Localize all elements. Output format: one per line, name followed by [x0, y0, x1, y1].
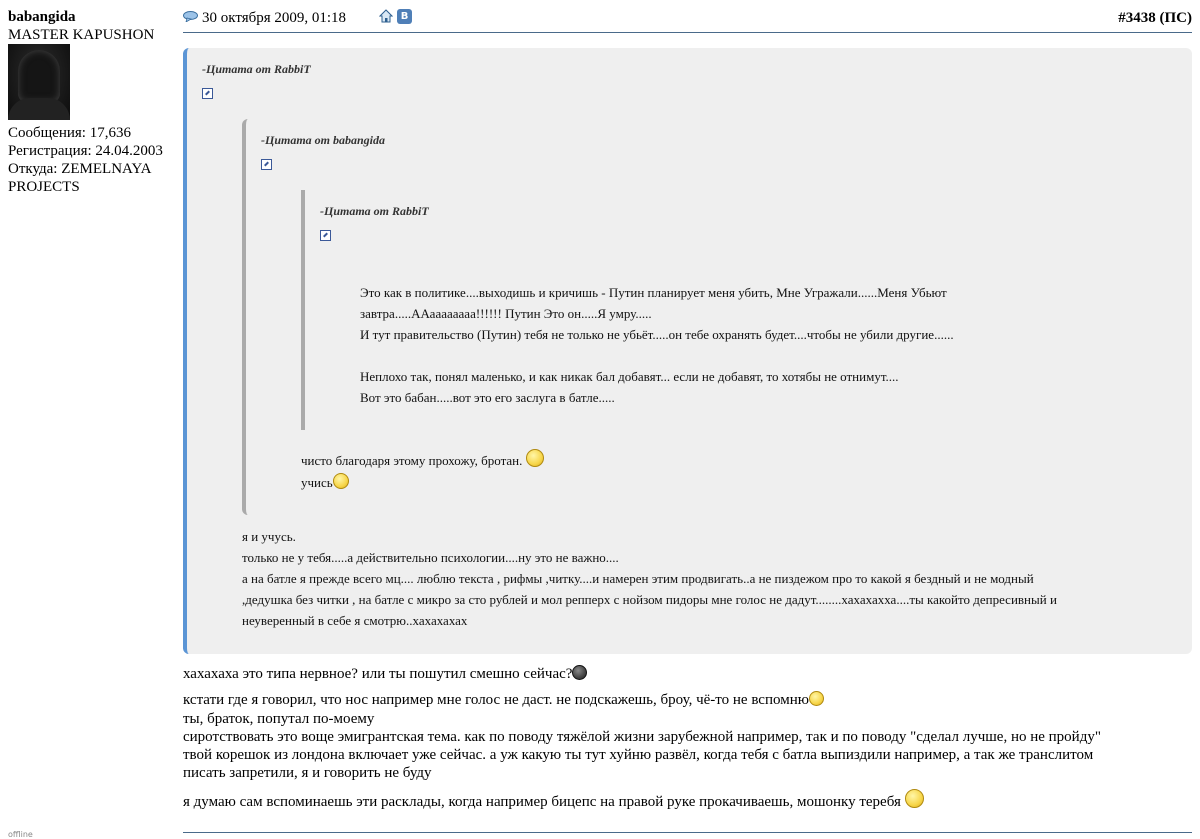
reply-text: ты, браток, попутал по-моему [183, 711, 375, 727]
reply-line [183, 691, 824, 709]
avatar[interactable] [8, 44, 70, 120]
quote-middle-author: -Цитата от babangida [261, 133, 386, 147]
quote-inner-author: -Цитата от RabbiT [320, 204, 429, 218]
confused-smiley-icon [809, 691, 824, 706]
post-separator [183, 832, 1192, 833]
goto-quote-icon[interactable] [320, 230, 331, 241]
post-header [183, 8, 1192, 33]
quote-outer-line: ,дедушка без читки , на батле с микро за сто рублей и мол репперх с нойзом пидоры мне голос не дадут........хахахахха....ты какойто депресивный и [242, 592, 1057, 607]
quote-outer-line: только не у тебя.....а действительно психологии....ну это не важно.... [242, 550, 619, 565]
reply-text: хахахаха это типа нервное? или ты пошутил смешно сейчас? [183, 666, 573, 682]
user-registered: Регистрация: 24.04.2003 [8, 143, 163, 159]
user-location: Откуда: ZEMELNAYA [8, 161, 152, 177]
reply-line [183, 789, 924, 811]
quote-outer-line: я и учусь. [242, 529, 296, 544]
user-status: offline [8, 830, 33, 839]
reply-line [183, 665, 587, 683]
quote-inner-line: И тут правительство (Путин) тебя не только не убьёт.....он тебе охранять будет....чтобы не убили другие...... [360, 327, 954, 342]
home-icon[interactable] [379, 9, 393, 23]
avatar-hood [18, 50, 60, 102]
post-date: 30 октября 2009, 01:18 [202, 10, 347, 26]
reply-text: я думаю сам вспоминаешь эти расклады, когда например бицепс на правой руке прокачиваешь, мошонку теребя [183, 794, 901, 810]
blank-line [360, 345, 954, 366]
post-number-value[interactable]: #3438 [1118, 10, 1156, 26]
private-message-link[interactable]: ПС [1164, 10, 1187, 26]
quote-middle-line: учись [301, 475, 333, 490]
quote-outer-author: -Цитата от RabbiT [202, 62, 311, 76]
wave-smiley-icon [526, 449, 544, 467]
speech-bubble-icon [183, 11, 198, 22]
quote-outer-line: а на батле я прежде всего мц.... люблю текста , рифмы ,читку....и намерен этим продвигать..а не пиздежом про то какой я бездный и не модный [242, 571, 1034, 586]
pointing-smiley-icon [333, 473, 349, 489]
grin-smiley-icon [572, 665, 587, 680]
quote-outer-text [242, 526, 1057, 631]
reply-text: писать запретили, я и говорить не буду [183, 765, 432, 781]
quote-outer-line: неуверенный в себе я смотрю..хахахахах [242, 613, 468, 628]
quote-inner-line: завтра.....ААаааааааа!!!!!! Путин Это он.....Я умру..... [360, 306, 652, 321]
user-rank: MASTER KAPUSHON [8, 27, 155, 43]
user-post-count: Сообщения: 17,636 [8, 125, 131, 141]
quote-inner-text [360, 282, 954, 408]
avatar-shoulders [8, 98, 70, 120]
user-info [8, 8, 180, 196]
quote-inner [301, 190, 307, 430]
username[interactable]: babangida [8, 9, 76, 25]
goto-quote-icon[interactable] [202, 88, 213, 99]
user-location-cont: PROJECTS [8, 179, 80, 195]
quote-middle-text [301, 449, 544, 494]
wave-smiley-icon [905, 789, 924, 808]
quote-inner-line: Неплохо так, понял маленько, и как никак бал добавят... если не добавят, то хотябы не отнимут.... [360, 369, 899, 384]
post-number[interactable]: #3438 (ПС) [1118, 10, 1192, 26]
quote-inner-line: Это как в политике....выходишь и кричишь - Путин планирует меня убить, Мне Угражали......Меня Убьют [360, 285, 947, 300]
goto-quote-icon[interactable] [261, 159, 272, 170]
reply-text: сиротствовать это воще эмигрантская тема. как по поводу тяжёлой жизни зарубежной например, так и по поводу "сделал лучше, но не пройду" [183, 729, 1101, 745]
quote-middle-line: чисто благодаря этому прохожу, бротан. [301, 453, 523, 468]
reply-text: кстати где я говорил, что нос например мне голос не даст. не подскажешь, броу, чё-то не вспомню [183, 692, 809, 708]
vk-share-icon[interactable]: В [397, 9, 412, 24]
quote-inner-line: Вот это бабан.....вот это его заслуга в батле..... [360, 390, 615, 405]
reply-text: твой корешок из лондона включает уже сейчас. а уж какую ты тут хуйню развёл, когда тебя с батла выпиздили например, а так же транслитом [183, 747, 1094, 763]
